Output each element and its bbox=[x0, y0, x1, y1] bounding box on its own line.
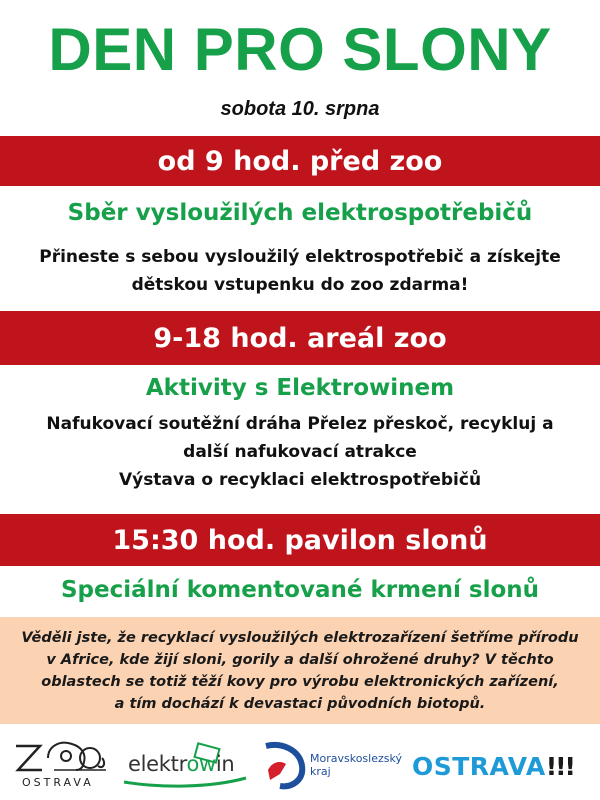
info-line: a tím dochází k devastaci původních biotopů. bbox=[114, 695, 486, 712]
text-line: dětskou vstupenku do zoo zdarma! bbox=[131, 275, 469, 295]
elektrowin-text-a: elektr bbox=[128, 752, 187, 776]
elektrowin-text-b: ow bbox=[186, 752, 216, 776]
elektrowin-wordmark bbox=[128, 752, 234, 776]
ostrava-logo-text: OSTRAVA bbox=[412, 752, 546, 781]
poster-title: DEN PRO SLONY bbox=[48, 16, 552, 83]
text-line: Výstava o recyklaci elektrospotřebičů bbox=[118, 470, 482, 490]
ostrava-logo bbox=[412, 752, 574, 781]
elektrowin-logo bbox=[120, 742, 250, 788]
text-line: Přineste s sebou vysloužilý elektrospotřebič a získejte bbox=[39, 247, 561, 267]
time-band-3: 15:30 hod. pavilon slonů bbox=[0, 514, 600, 566]
info-line: oblastech se totiž těží kovy pro výrobu elektronických zařízení, bbox=[41, 673, 559, 690]
msk-text bbox=[310, 752, 402, 778]
section-text-1 bbox=[0, 243, 600, 299]
section-heading-1: Sběr vysloužilých elektrospotřebičů bbox=[67, 200, 533, 226]
msk-emblem-icon bbox=[262, 740, 306, 790]
section-heading-2: Aktivity s Elektrowinem bbox=[145, 375, 455, 401]
partner-logos bbox=[0, 728, 600, 800]
zoo-elephant-icon bbox=[10, 732, 110, 776]
section-heading-3: Speciální komentované krmení slonů bbox=[60, 577, 540, 603]
zoo-ostrava-logo bbox=[10, 732, 110, 794]
info-line: v Africe, kde žijí sloni, gorily a další ohrožené druhy? V těchto bbox=[46, 651, 554, 668]
info-line: Věděli jste, že recyklací vysloužilých elektrozařízení šetříme přírodu bbox=[21, 629, 579, 646]
event-date: sobota 10. srpna bbox=[220, 98, 380, 120]
text-line: další nafukovací atrakce bbox=[183, 442, 417, 462]
section-text-2 bbox=[0, 410, 600, 494]
time-band-1: od 9 hod. před zoo bbox=[0, 136, 600, 186]
moravskoslezsky-kraj-logo bbox=[262, 740, 402, 790]
elektrowin-text-c: in bbox=[215, 752, 235, 776]
msk-text-line: Moravskoslezský bbox=[310, 752, 402, 765]
msk-text-line: kraj bbox=[310, 765, 331, 778]
zoo-logo-text: OSTRAVA bbox=[22, 776, 94, 789]
info-box bbox=[0, 617, 600, 724]
ostrava-logo-exclaim: !!! bbox=[545, 752, 574, 781]
time-band-2: 9-18 hod. areál zoo bbox=[0, 311, 600, 365]
text-line: Nafukovací soutěžní dráha Přelez přeskoč, recykluj a bbox=[46, 414, 554, 434]
